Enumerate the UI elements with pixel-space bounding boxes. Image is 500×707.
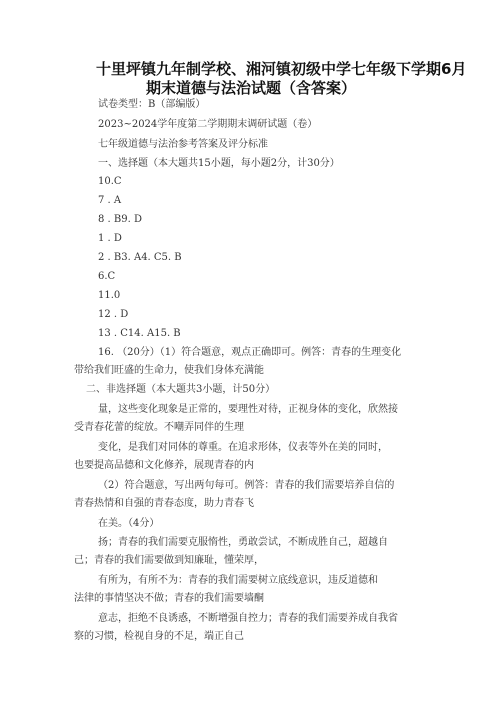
title-line-1: 十里坪镇九年制学校、湘河镇初级中学七年级下学期6月 xyxy=(96,60,467,78)
answer-line: 12 . D xyxy=(98,309,129,320)
answer-line: 7 . A xyxy=(98,195,122,206)
answer-line: 2 . B3. A4. C5. B xyxy=(98,252,182,263)
paragraph-line: 意志，拒绝不良诱惑，不断增强自控力；青春的我们需要养成自我省 xyxy=(98,613,398,624)
paragraph-line: 有所为，有所不为：青春的我们需要树立底线意识，违反道德和 xyxy=(98,575,378,586)
paragraph-line: 也要提高品德和文化修养，展现青春的内 xyxy=(74,460,254,471)
paragraph-line: 在美。（4分） xyxy=(98,518,160,529)
section-one-heading: 一、选择题（本大题共15小题，每小题2分，计30分） xyxy=(98,158,340,169)
answer-line: 11.0 xyxy=(98,290,121,301)
exam-type: 试卷类型：B（部编版） xyxy=(98,99,206,110)
paragraph-line: 16. （20分）（1）符合题意，观点正确即可。例答：青春的生理变化 xyxy=(98,347,402,358)
answer-line: 13 . C14. A15. B xyxy=(98,328,181,339)
paragraph-line: 带给我们旺盛的生命力，使我们身体充满能 xyxy=(74,365,264,376)
paragraph-line: 变化，是我们对同体的尊重。在追求形体，仪表等外在美的同时， xyxy=(98,442,388,453)
title-line-2: 期末道德与法治试题（含答案） xyxy=(146,79,357,97)
paragraph-line: 己；青春的我们需要做到知廉耻，懂荣厚， xyxy=(74,555,264,566)
answer-line: 8 . B9. D xyxy=(98,214,142,225)
document-title xyxy=(60,60,470,98)
answer-key-title: 七年级道德与法治参考答案及评分标准 xyxy=(98,139,268,150)
section-two-heading: 二、非选择题（本大题共3小题，计50分） xyxy=(86,384,276,395)
paragraph-line: 法律的事情坚决不做；青春的我们需要墙酮 xyxy=(74,593,264,604)
exam-year-title: 2023~2024学年度第二学期期末调研试题（卷） xyxy=(98,119,318,130)
paragraph-line: 受青春花蕾的绽放。不嘲弄同伴的生理 xyxy=(74,422,244,433)
answer-line: 6.C xyxy=(98,271,116,282)
paragraph-line: 量，这些变化现象是正常的，要理性对待，正视身体的变化，欣然接 xyxy=(98,404,398,415)
paragraph-line: 察的习惯，检视自身的不足，端正自己 xyxy=(74,631,244,642)
paragraph-line: 青春热情和自强的青春态度，助力青春飞 xyxy=(74,498,254,509)
answer-line: 10.C xyxy=(98,176,122,187)
paragraph-line: （2）符合题意，写出两句每可。例答：青春的我们需要培养自信的 xyxy=(98,480,395,491)
answer-line: 1 . D xyxy=(98,233,122,244)
paragraph-line: 扬；青春的我们需要克服惰性，勇敢尝试，不断成胜自己，超越自 xyxy=(98,537,388,548)
